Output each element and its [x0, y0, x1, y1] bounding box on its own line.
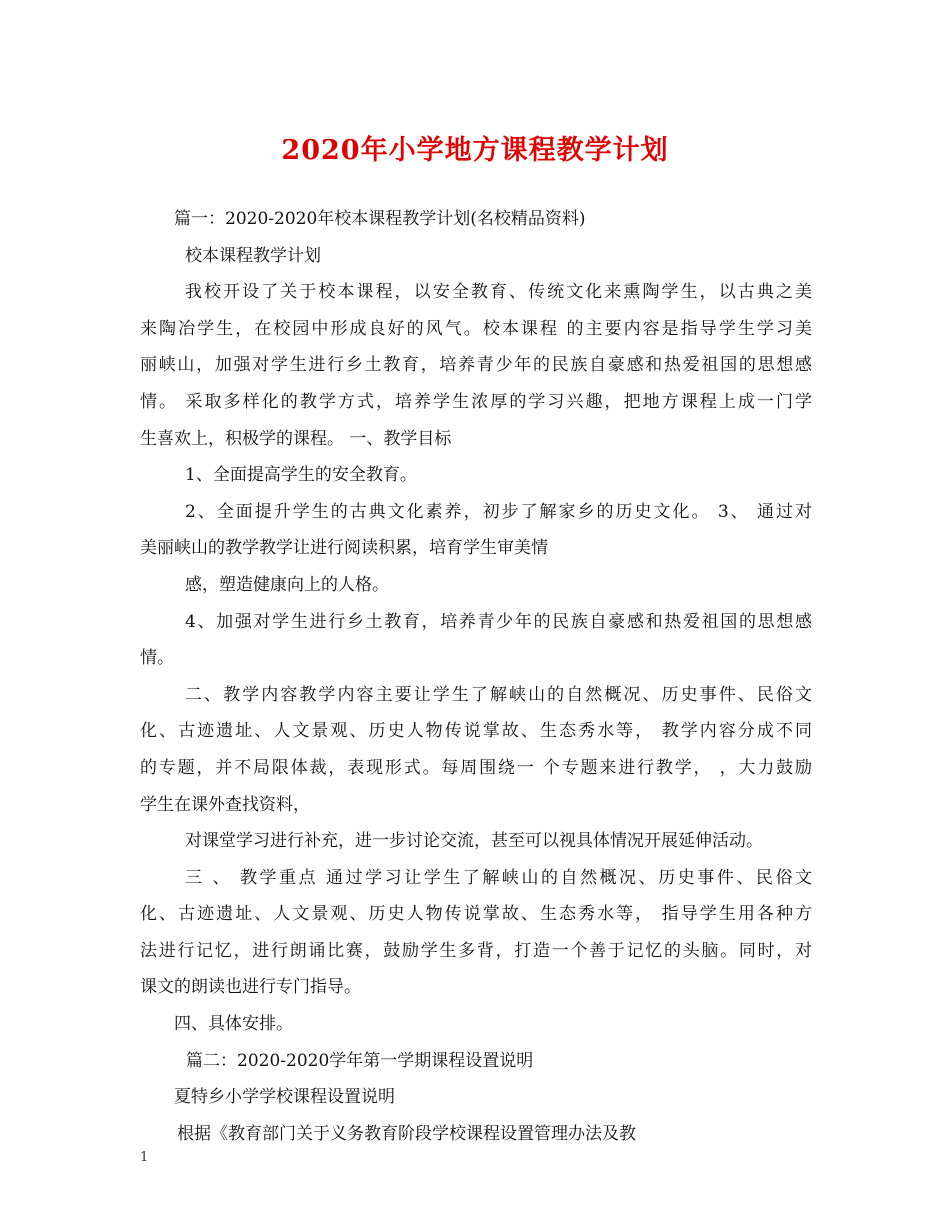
paragraph-line: 美丽峡山的教学教学让进行阅读积累，培育学生审美情 — [140, 538, 548, 559]
paragraph-line: 感，塑造健康向上的人格。 — [185, 574, 389, 595]
paragraph-line: 根据《教育部门关于义务教育阶段学校课程设置管理办法及教 — [177, 1123, 636, 1144]
paragraph-line: 四、具体安排。 — [174, 1014, 293, 1035]
paragraph-line: 2、全面提升学生的古典文化素养，初步了解家乡的历史文化。 3、 通过对 — [185, 501, 812, 522]
paragraph-line: 我校开设了关于校本课程，以安全教育、传统文化来熏陶学生，以古典之美 — [185, 282, 812, 303]
paragraph-line: 的专题，并不局限体裁，表现形式。每周围绕一 个专题来进行教学， ，大力鼓励 — [140, 757, 812, 778]
paragraph-line: 化、古迹遗址、人文景观、历史人物传说掌故、生态秀水等， 教学内容分成不同 — [140, 721, 812, 742]
paragraph-line: 情。 — [140, 648, 174, 669]
paragraph-line: 来陶冶学生，在校园中形成良好的风气。校本课程 的主要内容是指导学生学习美 — [140, 318, 812, 339]
paragraph-line: 对课堂学习进行补充，进一步讨论交流，甚至可以视具体情况开展延伸活动。 — [185, 831, 763, 852]
paragraph-line: 1、全面提高学生的安全教育。 — [185, 465, 417, 486]
paragraph-line: 校本课程教学计划 — [185, 245, 321, 266]
paragraph-line: 二、教学内容教学内容主要让学生了解峡山的自然概况、历史事件、民俗文 — [185, 684, 812, 705]
document-title: 2020年小学地方课程教学计划 — [281, 135, 669, 166]
paragraph-line: 课文的朗读也进行专门指导。 — [140, 977, 361, 998]
paragraph-line: 4、加强对学生进行乡土教育，培养青少年的民族自豪感和热爱祖国的思想感 — [185, 611, 812, 632]
paragraph-line: 化、古迹遗址、人文景观、历史人物传说掌故、生态秀水等， 指导学生用各种方 — [140, 904, 812, 925]
paragraph-line: 篇一：2020-2020年校本课程教学计划(名校精品资料) — [174, 209, 586, 229]
paragraph-line: 丽峡山，加强对学生进行乡土教育，培养青少年的民族自豪感和热爱祖国的思想感 — [140, 355, 812, 376]
paragraph-line: 学生在课外查找资料， — [140, 794, 310, 815]
paragraph-line: 篇二：2020-2020学年第一学期课程设置说明 — [186, 1050, 534, 1071]
paragraph-line: 生喜欢上，积极学的课程。 一、教学目标 — [140, 428, 452, 449]
paragraph-line: 三 、 教学重点 通过学习让学生了解峡山的自然概况、历史事件、民俗文 — [185, 867, 812, 888]
page-number: 1 — [140, 1150, 149, 1165]
paragraph-line: 夏特乡小学学校课程设置说明 — [174, 1087, 395, 1108]
document-body — [140, 201, 812, 1152]
paragraph-line: 法进行记忆，进行朗诵比赛，鼓励学生多背，打造一个善于记忆的头脑。同时，对 — [140, 940, 812, 961]
paragraph-line: 情。 采取多样化的教学方式，培养学生浓厚的学习兴趣，把地方课程上成一门学 — [140, 391, 812, 412]
